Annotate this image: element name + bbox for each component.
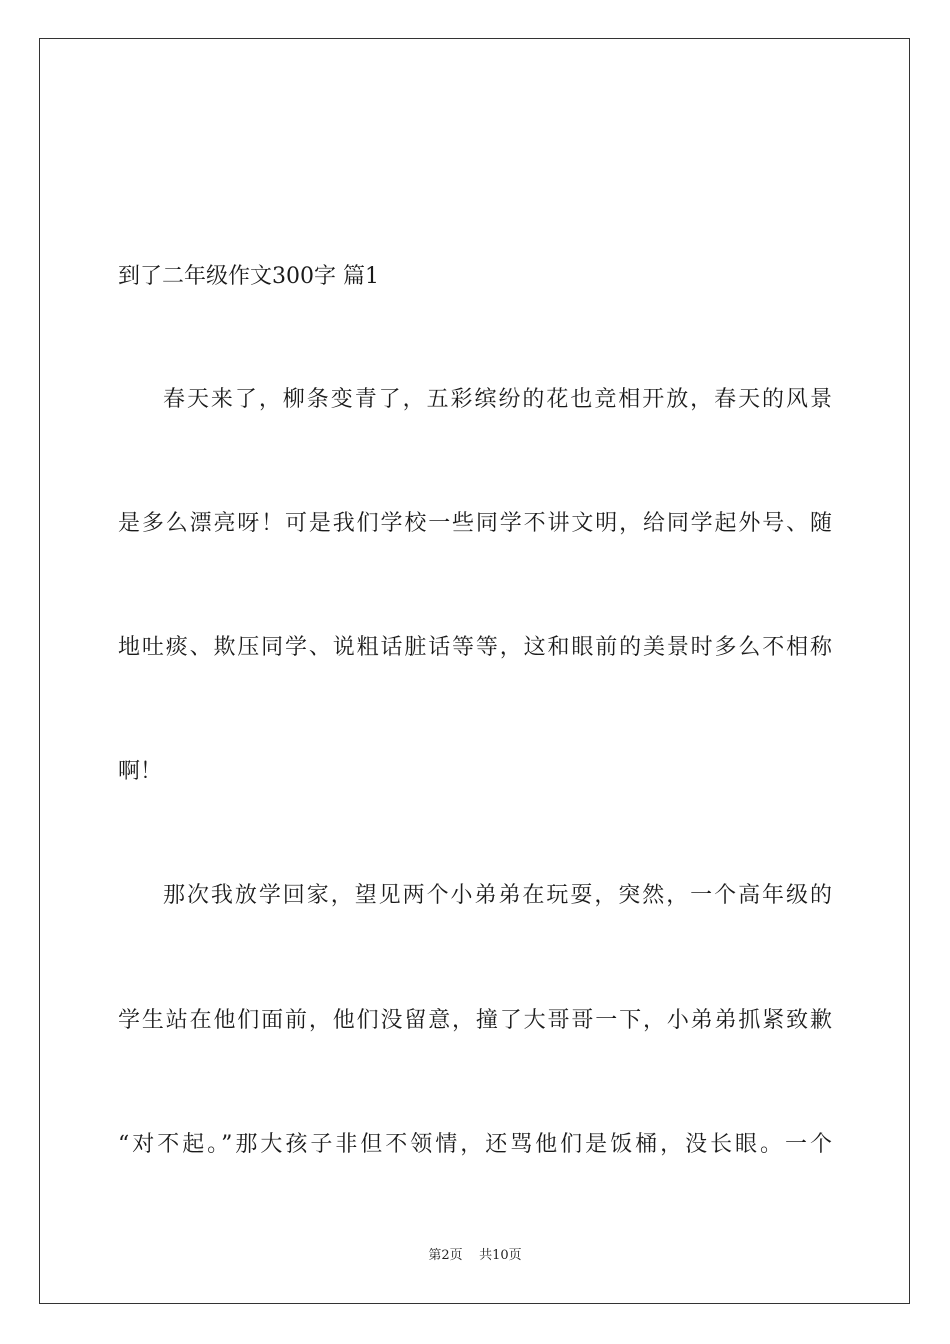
- essay-heading: 到了二年级作文300字 篇1: [118, 264, 379, 289]
- paragraph-2-line-3: “对不起。”那大孩子非但不领情，还骂他们是饭桶，没长眼。一个: [118, 1132, 832, 1157]
- paragraph-2-line-1: 那次我放学回家，望见两个小弟弟在玩耍，突然，一个高年级的: [163, 883, 832, 908]
- total-pages: 共10页: [479, 1248, 522, 1263]
- paragraph-1-line-3: 地吐痰、欺压同学、说粗话脏话等等，这和眼前的美景时多么不相称: [118, 635, 832, 660]
- page-footer: [0, 1247, 950, 1265]
- page-number: 第2页: [428, 1248, 463, 1263]
- paragraph-2-line-2: 学生站在他们面前，他们没留意，撞了大哥哥一下，小弟弟抓紧致歉: [118, 1008, 832, 1033]
- paragraph-1-line-1: 春天来了，柳条变青了，五彩缤纷的花也竞相开放，春天的风景: [163, 387, 832, 412]
- paragraph-1-line-4: 啊！: [118, 759, 163, 784]
- page-frame: [39, 38, 910, 1304]
- paragraph-1-line-2: 是多么漂亮呀！可是我们学校一些同学不讲文明，给同学起外号、随: [118, 511, 832, 536]
